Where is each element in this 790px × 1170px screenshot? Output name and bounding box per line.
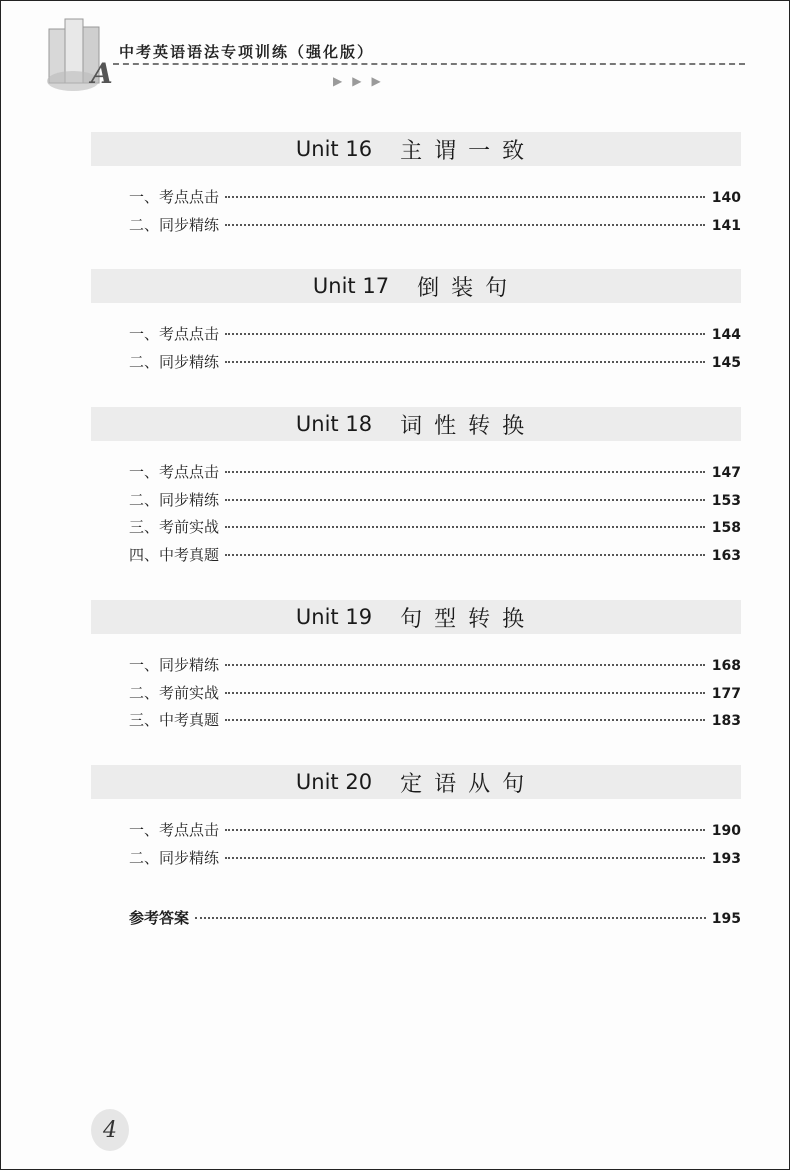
leader-dots — [225, 361, 705, 363]
entry-label: 二、同步精练 — [129, 352, 220, 371]
toc-entry[interactable] — [91, 819, 741, 847]
entry-label: 三、考前实战 — [129, 518, 220, 536]
triangle-right-icon: ▶ — [333, 74, 343, 88]
toc-entry[interactable] — [91, 516, 741, 544]
books-logo-icon — [45, 9, 119, 91]
leader-dots — [225, 224, 705, 226]
entry-page: 168 — [711, 658, 741, 674]
entry-label: 二、同步精练 — [129, 490, 220, 509]
entry-page: 153 — [711, 492, 741, 509]
toc-entry[interactable] — [91, 544, 741, 572]
unit-name: 词性转换 — [400, 413, 537, 439]
unit-section — [91, 132, 741, 241]
unit-banner — [91, 600, 741, 634]
header-divider — [113, 63, 745, 65]
unit-section — [91, 765, 741, 874]
book-title: 中考英语语法专项训练（强化版） — [119, 43, 375, 61]
leader-dots — [225, 196, 705, 198]
entry-label: 三、中考真题 — [129, 711, 220, 729]
leader-dots — [225, 333, 705, 335]
page-number: 4 — [91, 1109, 129, 1151]
toc-entry[interactable] — [91, 461, 741, 489]
entry-label: 二、同步精练 — [129, 215, 220, 234]
unit-section — [91, 407, 741, 571]
triangle-right-icon: ▶ — [371, 74, 381, 88]
entry-label: 一、考点点击 — [129, 325, 220, 343]
unit-name: 倒装句 — [417, 275, 520, 301]
toc-entry[interactable] — [91, 847, 741, 875]
unit-number: Unit 17 — [312, 274, 390, 298]
toc-entry[interactable] — [91, 709, 741, 737]
entry-page: 158 — [711, 520, 741, 536]
entry-label: 二、同步精练 — [129, 848, 220, 867]
entry-page: 177 — [711, 685, 741, 702]
unit-section — [91, 600, 741, 737]
unit-number: Unit 20 — [295, 770, 373, 794]
answers-label: 参考答案 — [129, 909, 190, 927]
unit-number: Unit 19 — [295, 605, 373, 629]
logo-letter: A — [91, 57, 113, 90]
entry-page: 190 — [711, 823, 741, 839]
entry-label: 一、考点点击 — [129, 463, 220, 481]
answers-page: 195 — [711, 911, 741, 927]
unit-section — [91, 269, 741, 378]
entry-page: 141 — [711, 217, 741, 234]
entry-page: 147 — [711, 465, 741, 481]
toc-entry[interactable] — [91, 682, 741, 710]
entry-label: 四、中考真题 — [129, 545, 220, 564]
unit-number: Unit 18 — [295, 412, 373, 436]
unit-name: 主谓一致 — [400, 138, 537, 164]
entry-page: 145 — [711, 354, 741, 371]
entry-page: 140 — [711, 190, 741, 206]
toc-entry[interactable] — [91, 214, 741, 242]
entry-page: 163 — [711, 547, 741, 564]
unit-banner — [91, 269, 741, 303]
entry-label: 一、考点点击 — [129, 821, 220, 839]
entry-label: 一、同步精练 — [129, 656, 220, 674]
unit-banner — [91, 407, 741, 441]
header-arrows — [333, 74, 381, 88]
leader-dots — [225, 554, 705, 556]
entry-label: 一、考点点击 — [129, 188, 220, 206]
unit-name: 定语从句 — [400, 771, 537, 797]
toc-entry[interactable] — [91, 323, 741, 351]
leader-dots — [225, 829, 705, 831]
entry-label: 二、考前实战 — [129, 683, 220, 702]
toc-entry[interactable] — [91, 654, 741, 682]
entry-page: 183 — [711, 713, 741, 729]
toc-entry[interactable] — [91, 489, 741, 517]
leader-dots — [225, 692, 705, 694]
leader-dots — [225, 471, 705, 473]
leader-dots — [195, 917, 706, 919]
leader-dots — [225, 499, 705, 501]
leader-dots — [225, 526, 705, 528]
leader-dots — [225, 857, 705, 859]
triangle-right-icon: ▶ — [352, 74, 362, 88]
leader-dots — [225, 664, 705, 666]
entry-page: 144 — [711, 327, 741, 343]
toc-entry[interactable] — [91, 351, 741, 379]
unit-name: 句型转换 — [400, 606, 537, 632]
unit-banner — [91, 765, 741, 799]
answers-entry[interactable] — [129, 907, 741, 928]
unit-number: Unit 16 — [295, 137, 373, 161]
entry-page: 193 — [711, 850, 741, 867]
toc-entry[interactable] — [91, 186, 741, 214]
leader-dots — [225, 719, 705, 721]
unit-banner — [91, 132, 741, 166]
